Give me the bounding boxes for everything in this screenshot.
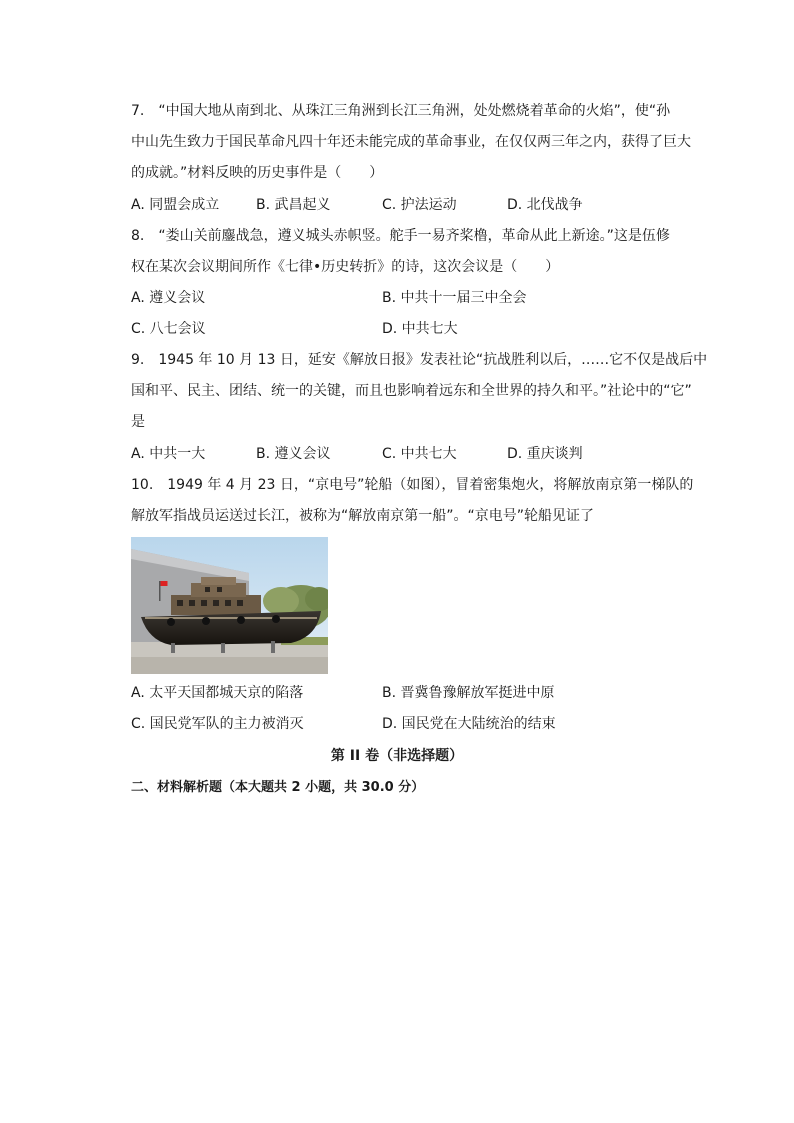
question-9-options (131, 439, 693, 470)
question-10-line-2: 解放军指战员运送过长江，被称为“解放南京第一船”。“京电号”轮船见证了 (131, 508, 595, 524)
question-8 (131, 221, 693, 283)
question-9-line-1: 9. 1945 年 10 月 13 日，延安《解放日报》发表社论“抗战胜利以后，……它不仅是战后中 (131, 352, 708, 368)
question-7-options (131, 190, 693, 221)
question-7-line-3: 的成就。”材料反映的历史事件是（ ） (131, 165, 384, 181)
question-8-options-row-1 (131, 283, 693, 314)
option-c[interactable]: C. 中共七大 (382, 446, 457, 462)
question-8-options-row-2 (131, 314, 693, 345)
option-d[interactable]: D. 北伐战争 (507, 197, 583, 213)
option-a[interactable]: A. 同盟会成立 (131, 197, 220, 213)
question-7-line-2: 中山先生致力于国民革命凡四十年还未能完成的革命事业，在仅仅两三年之内，获得了巨大 (131, 134, 691, 150)
question-10-options-row-1 (131, 678, 693, 709)
section-title: 第 II 卷（非选择题） (330, 748, 464, 764)
option-c[interactable]: C. 国民党军队的主力被消灭 (131, 716, 304, 732)
question-8-line-2: 权在某次会议期间所作《七律•历史转折》的诗，这次会议是（ ） (131, 259, 560, 275)
option-b[interactable]: B. 武昌起义 (256, 197, 331, 213)
option-d[interactable]: D. 中共七大 (382, 321, 458, 337)
question-9-line-2: 国和平、民主、团结、统一的关键，而且也影响着远东和全世界的持久和平。”社论中的“它” (131, 383, 692, 399)
jingdian-boat-photo (131, 537, 328, 674)
option-a[interactable]: A. 遵义会议 (131, 290, 206, 306)
question-9-line-3: 是 (131, 414, 145, 430)
option-d[interactable]: D. 国民党在大陆统治的结束 (382, 716, 556, 732)
option-a[interactable]: A. 中共一大 (131, 446, 206, 462)
question-7-line-1: 7. “中国大地从南到北、从珠江三角洲到长江三角洲，处处燃烧着革命的火焰”，使“孙 (131, 103, 671, 119)
question-10 (131, 470, 693, 532)
option-d[interactable]: D. 重庆谈判 (507, 446, 583, 462)
option-b[interactable]: B. 遵义会议 (256, 446, 331, 462)
section-subtitle: 二、材料解析题（本大题共 2 小题，共 30.0 分） (131, 780, 425, 795)
question-9 (131, 345, 708, 438)
option-b[interactable]: B. 晋冀鲁豫解放军挺进中原 (382, 685, 555, 701)
option-a[interactable]: A. 太平天国都城天京的陷落 (131, 685, 304, 701)
question-8-line-1: 8. “娄山关前鏖战急，遵义城头赤帜竖。舵手一易齐桨橹，革命从此上新途。”这是伍修 (131, 228, 670, 244)
question-7 (131, 96, 693, 189)
option-c[interactable]: C. 护法运动 (382, 197, 457, 213)
option-c[interactable]: C. 八七会议 (131, 321, 206, 337)
question-10-line-1: 10. 1949 年 4 月 23 日，“京电号”轮船（如图），冒着密集炮火，将解放南京第一梯队的 (131, 477, 694, 493)
question-10-options-row-2 (131, 709, 693, 740)
option-b[interactable]: B. 中共十一届三中全会 (382, 290, 527, 306)
